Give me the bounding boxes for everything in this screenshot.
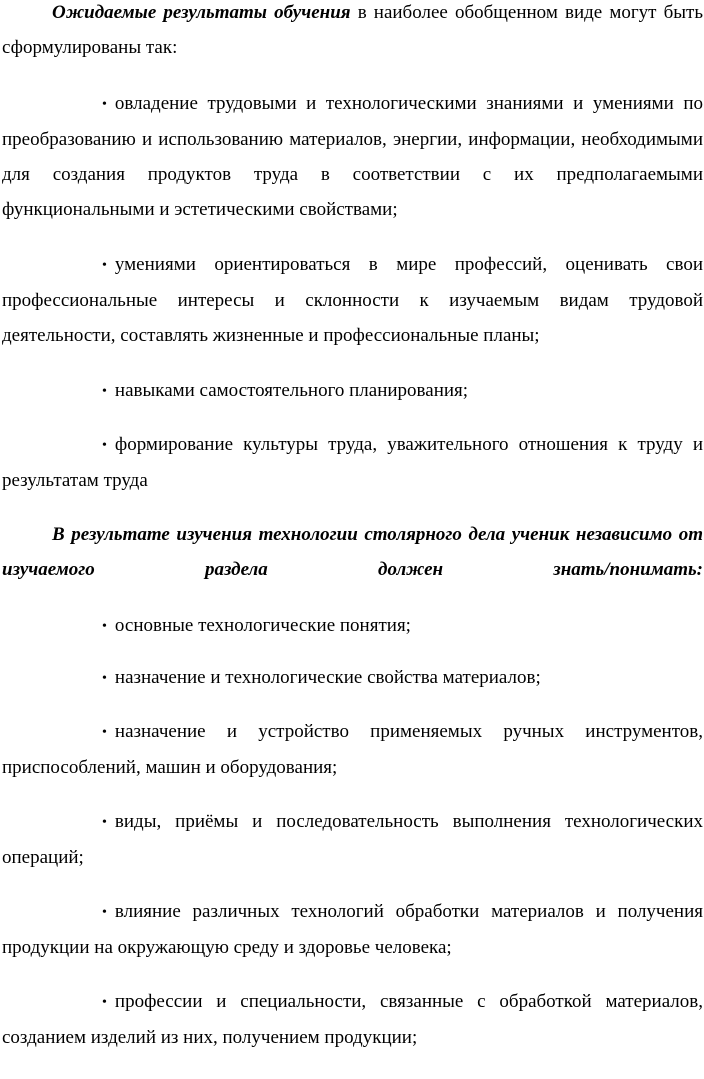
outcome-item	[2, 427, 703, 498]
outcome-item	[2, 86, 703, 227]
outcome-text: умениями ориентироваться в мире профессий, оценивать свои профессиональные интересы и склонности к изучаемым видам трудовой деятельности, составлять жизненные и профессиональные планы;	[2, 254, 703, 346]
outcome-text: формирование культуры труда, уважительного отношения к труду и результатам труда	[2, 434, 703, 491]
bullet-icon: •	[102, 671, 107, 686]
knowledge-item	[2, 984, 703, 1055]
bullet-icon: •	[102, 384, 107, 399]
bullet-icon: •	[102, 258, 107, 273]
outcome-item	[2, 247, 703, 353]
bullet-icon: •	[102, 97, 107, 112]
knowledge-text: профессии и специальности, связанные с обработкой материалов, созданием изделий из них, получением продукции;	[2, 991, 703, 1048]
knowledge-item	[2, 714, 703, 785]
knowledge-item	[2, 804, 703, 875]
bullet-icon: •	[102, 619, 107, 634]
intro-text: в наиболее обобщенном виде могут быть сформулированы так:	[2, 2, 703, 58]
knowledge-text: назначение и технологические свойства материалов;	[114, 667, 541, 688]
knowledge-item	[2, 608, 703, 644]
outcome-text: навыками самостоятельного планирования;	[114, 380, 469, 401]
knowledge-text: виды, приёмы и последовательность выполнения технологических операций;	[2, 811, 703, 868]
knowledge-text: основные технологические понятия;	[114, 615, 411, 636]
knowledge-item	[2, 894, 703, 965]
section-heading: В результате изучения технологии столярного дела ученик независимо от изучаемого раздела должен знать/понимать:	[2, 524, 703, 580]
intro-heading: Ожидаемые результаты обучения	[52, 2, 351, 23]
knowledge-text: влияние различных технологий обработки материалов и получения продукции на окружающую среду и здоровье человека;	[2, 901, 703, 958]
outcome-item	[2, 373, 703, 409]
bullet-icon: •	[102, 438, 107, 453]
knowledge-item	[2, 660, 703, 696]
bullet-icon: •	[102, 905, 107, 920]
bullet-icon: •	[102, 995, 107, 1010]
intro-paragraph	[2, 0, 703, 65]
knowledge-text: назначение и устройство применяемых ручных инструментов, приспособлений, машин и оборудования;	[2, 721, 703, 778]
outcome-text: овладение трудовыми и технологическими знаниями и умениями по преобразованию и использованию материалов, энергии, информации, необходимыми для создания продуктов труда в соответствии с их предполагаемыми функциональными и эстетическими свойствами;	[2, 93, 703, 220]
bullet-icon: •	[102, 815, 107, 830]
bullet-icon: •	[102, 725, 107, 740]
